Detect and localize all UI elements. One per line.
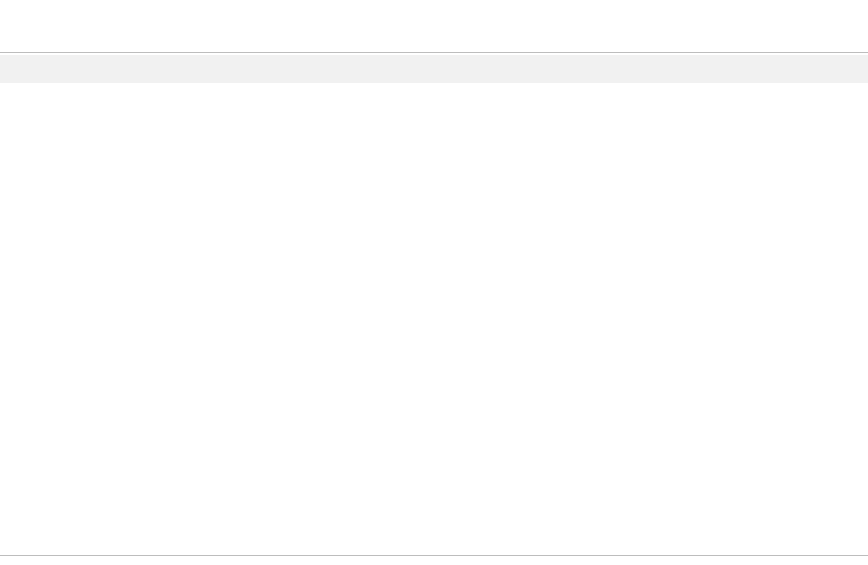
table-header [0,55,868,83]
divider [0,52,868,53]
value-column-header [706,55,868,83]
divider [0,555,868,556]
coefficient-column-header [560,55,695,83]
area-column-header [376,55,551,83]
